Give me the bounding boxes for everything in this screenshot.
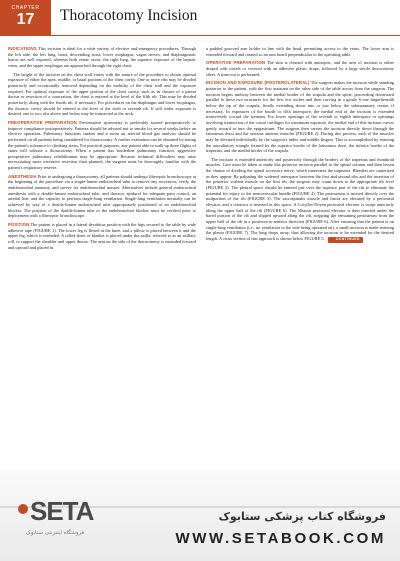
chapter-badge bbox=[0, 0, 51, 36]
preop-paragraph bbox=[8, 120, 196, 171]
incision-heading: INCISION AND EXPOSURE (POSTEROLATERAL) bbox=[206, 80, 310, 86]
shop-url-link[interactable]: WWW.SETABOOK.COM bbox=[175, 530, 386, 547]
logo-dot-icon bbox=[18, 504, 28, 514]
chapter-number: 17 bbox=[16, 11, 35, 28]
anesthesia-paragraph bbox=[8, 174, 196, 219]
indications-paragraph bbox=[8, 46, 196, 69]
position-text: The patient is placed in a lateral decubitus position with the hips secured to the table by wide adhesive tape (FIGURE 1). The lower leg is flexed at the knee, and a pillow is placed between it and the upper leg, which is extended. A rolled sheet or blanket is placed under the axilla, referred to as an axillary roll, to support the shoulder and upper thorax. The arm on the side of the thoracotomy is extended forward and upward and placed in bbox=[8, 222, 196, 250]
indications-text-2: The height of the incision on the chest wall varies with the nature of the procedure to obtain optimal exposure of either the apex, middle, or basal portions of the chest cavity. One or more ribs may be divided posteriorly and occasionally removed depending on the mobility of the chest wall and the exposure required. For optimal exposure of the upper portion of the chest cavity, such as in closure of a patent ductus or resection of a coarctation, the chest is entered at the level of the fifth rib. This may be divided posteriorly, along with the fourth rib, if necessary. For procedures on the diaphragm and lower esophagus, the thoracic cavity should be entered at the level of the sixth or seventh rib. If still wider exposure is desired, one or two ribs above and below may be transected at the neck. bbox=[8, 71, 196, 117]
left-column bbox=[8, 46, 196, 410]
anesthesia-heading: ANESTHESIA bbox=[8, 173, 37, 179]
prep-paragraph bbox=[206, 60, 394, 77]
chapter-label: CHAPTER bbox=[11, 5, 40, 11]
seta-logo bbox=[10, 496, 100, 546]
incision-paragraph-2 bbox=[206, 157, 394, 243]
position-heading: POSITION bbox=[8, 222, 30, 228]
shop-name: فروشگاه کتاب پزشکی ستابوک bbox=[218, 510, 386, 523]
body-columns bbox=[8, 46, 394, 410]
preop-heading: PREOPERATIVE PREPARATION bbox=[8, 119, 77, 125]
incision-text-2: The incision is extended anteriorly and posteriorly through the borders of the trapezius and rhomboid muscles. Care must be taken to make this posterior incision parallel to the spinal column and then lessen the chance of dividing the spinal accessory nerve, which innervates the trapezius. Bleeders are cauterized as they appear. By palpating the widened interspace between the first and second ribs and the insertion of the posterior scalene muscle on the first rib, the surgeon may count down to the appropriate rib level (FIGURE 3). The pleural space should be entered just over the superior part of the rib to eliminate the potential for injury to the neurovascular bundle (FIGURE 4). The periosteum is incised directly over the midportion of the rib (FIGURE 5). The sacrospinalis muscle and fascia are elevated by a periosteal elevator, and a retractor is inserted in this space. A Coryllos-Doyen periosteal elevator is swept anteriorly along the upper half of the rib (FIGURE 6). The Matson periosteal elevator is then inserted under the bared portion of the rib and slipped upward along the rib, stripping the remaining periosteum from the upper half of the rib in a posterior-to-anterior direction (FIGURE 6). After ensuring that the patient is on single-lung ventilation (i.e., no ventilation to the side being operated on), a small incision is made entering the pleura (FIGURE 7). The lung drops away, thus allowing the incision to be extended for the desired length. A cross section of this approach is shown below FIGURE 5. bbox=[206, 156, 394, 241]
prep-heading: OPERATIVE PREPARATION bbox=[206, 60, 266, 66]
prep-text: The skin is cleaned with antiseptic, and the area of incision is either draped with towels or covered with an adhesive plastic drape, followed by a large sterile thoracotomy sheet. A time-out is performed. bbox=[206, 60, 394, 77]
anesthesia-text: Prior to undergoing a thoracotomy, all patients should undergo fiberoptic bronchoscopy at the beginning of the procedure via a single-lumen endotracheal tube to remove any secretions, verify the endobronchial anatomy, and survey for endobronchial masses. Alternatives include general endotracheal anesthesia with a double-lumen endotracheal tube, and thoracic epidural for adequate pain control, an arterial line, and the capacity to perform single-lung ventilation. Single-lung ventilation normally can be achieved by way of a double-lumen endotracheal tube appropriately positioned or an endobronchial blocker. The position of the double-lumen tube or the endobronchial blocker must be verified prior to deployment with a fiberoptic bronchoscope. bbox=[8, 173, 196, 219]
title-rule bbox=[51, 35, 400, 36]
right-column bbox=[206, 46, 394, 410]
indications-text-1: This incision is ideal for a wide variety of elective and emergency procedures. Through the left side, the left lung, heart, descending aorta, lower esophagus, vagus nerves, and diaphragmatic hiatus are well exposed, whereas both venae cavae, the right lung, the superior exposure of the hepatic veins, and the upper esophagus are approached through the right chest. bbox=[8, 46, 196, 68]
incision-paragraph bbox=[206, 80, 394, 154]
logo-text: SETA bbox=[30, 496, 94, 526]
indications-paragraph-2 bbox=[8, 72, 196, 117]
incision-text-1: The surgeon makes the incision while standing posterior to the patient, with the first assistant on the other side of the table across from the surgeon. The incision begins midway between the medial border of the scapula and the spine, proceeding downward parallel to these two structures for the first few inches and then curving in a gentle S-one fingerbreadth below the tip of the scapula, finally extending down into or just below the submammary crease, if necessary. In exposures of the fourth or fifth interspace, the medial end of the incision is extended transversely toward the sternum. For lower openings of the seventh or eighth interspace or openings involving transection of the costal cartilages for maximum exposure, the medial end of this incision curves gently toward or into the epigastrium. The surgeon then carries the incision directly down through the latissimus dorsi and the serratus anterior muscles (FIGURE 2). During this process, each of the muscles may be elevated individually by the surgeon's index and middle fingers. This is accomplished by entering the auscultatory triangle formed by the superior border of the latissimus dorsi, the inferior border of the trapezius, and the medial border of the scapula. bbox=[206, 80, 394, 154]
position-continued-text: a padded grooved arm holder in line with the head, permitting access to the veins. The lower arm is extended forward and rotated so an arm board perpendicular to the operating table. bbox=[206, 46, 394, 57]
preop-text: Preventative spirometry is preferably started preoperatively to improve compliance postoperatively. Patients should be advised not to smoke for several weeks before an elective operation. Pulmonary functions studies and a room air arterial blood gas analysis should be performed on all patients being considered for thoracotomy. A further evaluation can be obtained by noting the patient's tolerance to climbing stairs. For practical purposes, any patient able to walk up three flights of stairs will tolerate a thoracotomy. When a patient has borderline pulmonary function, aggressive preoperative pulmonary rehabilitation may be appropriate. Because technical difficulties may arise necessitating more extensive resection than planned, the surgeon must be thoroughly familiar with the patient's respiratory reserve. bbox=[8, 119, 196, 171]
position-continued-paragraph bbox=[206, 46, 394, 57]
position-paragraph bbox=[8, 222, 196, 250]
indications-heading: INDICATIONS bbox=[8, 46, 37, 51]
chapter-header bbox=[0, 0, 400, 36]
chapter-title: Thoracotomy Incision bbox=[60, 7, 198, 24]
logo-subtitle: فروشگاه اینترنتی ستابوک bbox=[25, 530, 85, 536]
continued-badge: CONTINUED bbox=[328, 237, 363, 243]
